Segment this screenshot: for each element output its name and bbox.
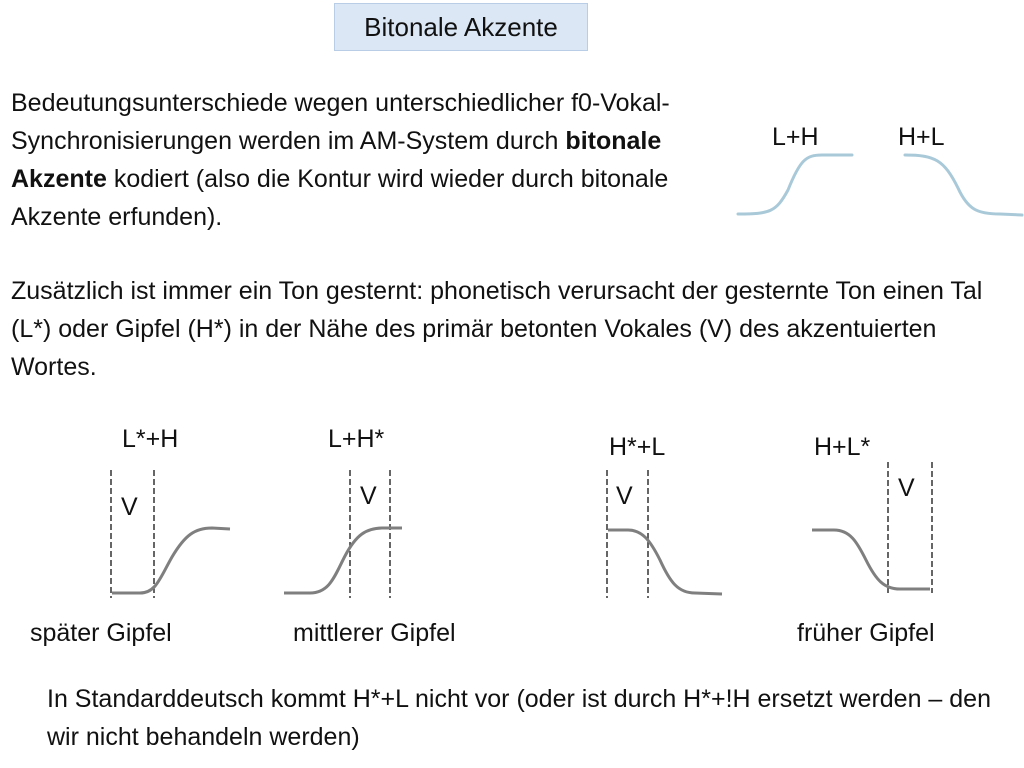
top-label-hl: H+L bbox=[898, 123, 945, 151]
caption-frueher-gipfel: früher Gipfel bbox=[797, 619, 935, 647]
contour-hl-top bbox=[905, 155, 1022, 215]
caption-spaeter-gipfel: später Gipfel bbox=[30, 619, 172, 647]
vowel-marker-3: V bbox=[616, 482, 633, 510]
paragraph-starred-tone: Zusätzlich ist immer ein Ton gesternt: phonetisch verursacht der gesternte Ton einen Tal (L*) oder Gipfel (H*) in der Nähe des primär betonten Vokales (V) des akzentuierten Wortes. bbox=[11, 277, 983, 381]
paragraph-1-part-1: Bedeutungsunterschiede wegen unterschiedlicher f0-Vokal-Synchronisierungen werden im AM-System durch bbox=[11, 89, 670, 155]
footnote-standard-german: In Standarddeutsch kommt H*+L nicht vor (oder ist durch H*+!H ersetzt werden – den wir nicht behandeln werden) bbox=[47, 685, 991, 751]
accent-label-lstar-h: L*+H bbox=[122, 425, 179, 453]
vowel-marker-1: V bbox=[121, 493, 138, 521]
contour-lh-top bbox=[738, 155, 852, 214]
caption-mittlerer-gipfel: mittlerer Gipfel bbox=[293, 619, 456, 647]
paragraph-1-part-2: kodiert (also die Kontur wird wieder durch bitonale Akzente erfunden). bbox=[11, 165, 669, 231]
slide-title: Bitonale Akzente bbox=[334, 3, 588, 51]
vowel-marker-4: V bbox=[898, 474, 915, 502]
diagram-l-hstar bbox=[284, 470, 402, 598]
vowel-marker-2: V bbox=[360, 482, 377, 510]
accent-label-h-lstar: H+L* bbox=[814, 433, 871, 461]
diagram-hstar-l bbox=[607, 470, 722, 598]
diagram-lstar-h bbox=[111, 470, 230, 598]
top-label-lh: L+H bbox=[772, 123, 819, 151]
accent-label-hstar-l: H*+L bbox=[609, 433, 666, 461]
accent-label-l-hstar: L+H* bbox=[328, 425, 385, 453]
paragraph-1-bold: bitonale Akzente bbox=[11, 127, 662, 193]
diagram-h-lstar bbox=[812, 462, 932, 593]
